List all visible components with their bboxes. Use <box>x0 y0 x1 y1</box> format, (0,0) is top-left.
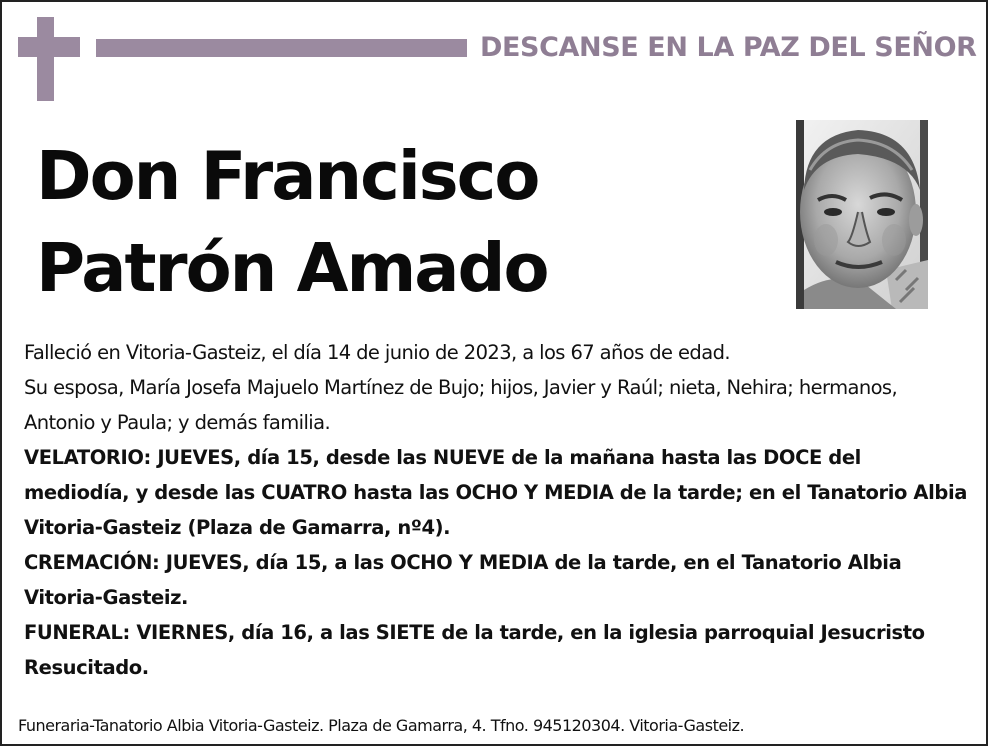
cremacion-text: CREMACIÓN: JUEVES, día 15, a las OCHO Y MEDIA de la tarde, en el Tanatorio Albia Vitoria-Gasteiz. <box>24 551 902 609</box>
cross-icon-vertical <box>37 17 54 101</box>
death-notice-text: Falleció en Vitoria-Gasteiz, el día 14 de junio de 2023, a los 67 años de edad. <box>24 341 730 364</box>
deceased-portrait-photo <box>796 120 928 309</box>
family-text: Su esposa, María Josefa Majuelo Martínez de Bujo; hijos, Javier y Raúl; nieta, Nehira; hermanos, Antonio y Paula; y demás familia. <box>24 376 898 434</box>
velatorio-text: VELATORIO: JUEVES, día 15, desde las NUEVE de la mañana hasta las DOCE del mediodía, y desde las CUATRO hasta las OCHO Y MEDIA de la tarde; en el Tanatorio Albia Vitoria-Gasteiz (Plaza de Gamarra, nº4). <box>24 446 968 539</box>
deceased-name-line-1: Don Francisco <box>36 137 539 215</box>
header-divider-bar <box>96 39 467 57</box>
motto-heading: DESCANSE EN LA PAZ DEL SEÑOR <box>480 32 977 63</box>
cross-icon-horizontal <box>18 37 80 57</box>
funeral-home-footer: Funeraria-Tanatorio Albia Vitoria-Gasteiz. Plaza de Gamarra, 4. Tfno. 945120304. Vitoria-Gasteiz. <box>18 716 745 735</box>
notice-body <box>24 335 968 685</box>
deceased-name <box>36 130 548 314</box>
deceased-name-line-2: Patrón Amado <box>36 229 548 307</box>
funeral-text: FUNERAL: VIERNES, día 16, a las SIETE de la tarde, en la iglesia parroquial Jesucristo Resucitado. <box>24 621 925 679</box>
